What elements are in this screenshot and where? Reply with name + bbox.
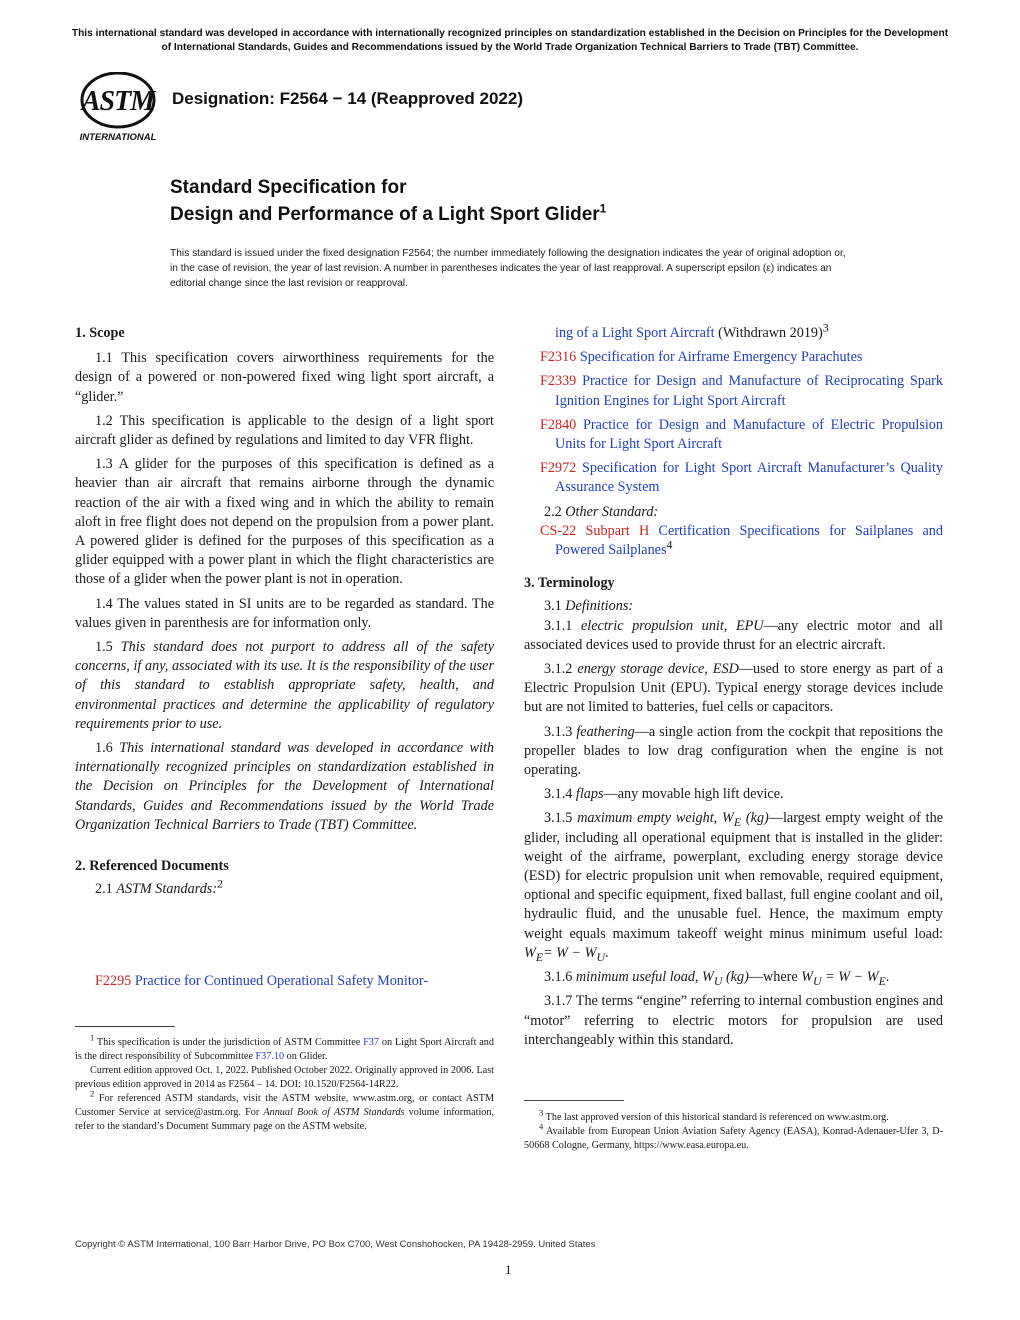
term-3-1-3-term: feathering [576, 723, 635, 740]
term-3-1-5-term: maximum empty weight, [577, 810, 718, 827]
term-3-1-5-eq-lhs-sub: E [535, 949, 544, 964]
term-3-1-6-def: —where [748, 969, 798, 986]
scope-1-6-number: 1.6 [95, 740, 113, 757]
designation: Designation: F2564 − 14 (Reapproved 2022) [172, 89, 523, 108]
footnote-2-italic: Annual Book of ASTM Standards [263, 1107, 405, 1118]
refs-2-1-text: ASTM Standards: [116, 881, 218, 898]
term-3-1-5-def: —largest empty weight of the glider, including all operational equipment that is installed in the glider: weight of the airframe, powerplant, excluding energy storage device (ESD) for electric propulsion unit when removable, required equipment, optional and specific equipment, fixed ballast, full engine coolant and oil, hydraulic fluid, and the unusable fuel. Hence, the maximum empty weight equals maximum takeoff weight minus minimum useful load: [524, 810, 943, 942]
ref-f2316-title[interactable]: Specification for Airframe Emergency Parachutes [579, 349, 863, 366]
term-3-1-6-eq-sub: E [878, 973, 886, 988]
footnote-1-text-b: on Light Sport Aircraft and is the direct responsibility of Subcommittee [75, 1037, 494, 1062]
title-line-2: Design and Performance of a Light Sport Glider [170, 204, 600, 225]
wto-notice: This international standard was developed in accordance with internationally recognized principles on standardization established in the Decision on Principles for the Development of International Standards, Guides and Recommendations issued by the World Trade Organization Technical Barriers to Trade (TBT) Committee. [71, 28, 949, 53]
footnote-4 [524, 1121, 943, 1153]
terminology-heading: 3. Terminology [524, 575, 615, 592]
term-3-1-4 [524, 785, 943, 804]
ref-cs22[interactable] [524, 522, 943, 560]
term-3-1-1-term: electric propulsion unit, EPU [581, 617, 764, 634]
ref-cs22-sup: 4 [666, 537, 673, 552]
term-3-1-6-subscript: U [713, 973, 723, 988]
term-3-1-2-def: —used to store energy as part of a Electric Propulsion Unit (EPU). Typical energy storage devices include but are not limited to batteries, fuel cells or capacitors. [524, 661, 943, 716]
svg-text:ASTM: ASTM [81, 86, 155, 117]
footnote-3-text: The last approved version of this historical standard is referenced on www.astm.org. [545, 1112, 889, 1123]
footnote-4-mark: 4 [539, 1121, 544, 1132]
ref-cs22-title[interactable]: Certification Specifications for Sailplanes and Powered Sailplanes [555, 522, 943, 559]
ref-f2840-code[interactable]: F2840 [540, 416, 577, 433]
term-3-1-number: 3.1 [544, 598, 562, 615]
refs-2-2-text: Other Standard: [565, 503, 659, 520]
copyright-footer: Copyright © ASTM International, 100 Barr Harbor Drive, PO Box C700, West Conshohocken, PA 19428-2959. United States [75, 1239, 596, 1250]
term-3-1-1 [524, 617, 943, 655]
term-3-1-6-number: 3.1.6 [544, 969, 573, 986]
footnote-3 [524, 1107, 943, 1125]
ref-f2840-title[interactable]: Practice for Design and Manufacture of Electric Propulsion Units for Light Sport Aircraft [555, 416, 943, 453]
footnote-1 [75, 1032, 494, 1064]
term-3-1-5-symbol: W [722, 810, 734, 827]
term-3-1-5: 3.1.5 maximum empty weight, $W_E$ (kg)—largest empty weight of the glider, including all operational equipment that is installed in the glider: weight of the airframe, powerplant, excluding energy storage device (ESD) for electric propulsion unit when removable, required equipment, optional and specific equipment, fixed ballast, full engine coolant and oil, hydraulic fluid, and the unusable fuel. Hence, the maximum empty weight equals maximum takeoff weight minus minimum useful load: $W_E= W - W_U$. [524, 810, 943, 964]
term-3-1-3-number: 3.1.3 [544, 723, 573, 740]
footnote-1-text-a: This specification is under the jurisdiction of ASTM Committee [96, 1037, 361, 1048]
footnote-2 [75, 1088, 495, 1134]
term-3-1-5-eq: = W − W [543, 944, 597, 961]
ref-f2972[interactable] [524, 459, 943, 497]
term-3-1-6: 3.1.6 minimum useful load, $W_U$ (kg)—where $W_U = W - W_E$. [544, 969, 890, 988]
term-3-1-5-number: 3.1.5 [544, 810, 573, 827]
ref-f2295-title-start[interactable]: Practice for Continued Operational Safety Monitor- [134, 973, 429, 989]
footnote-rule-right [524, 1100, 624, 1101]
ref-f2295-part1[interactable] [75, 972, 494, 991]
ref-f2295-title-end[interactable]: ing of a Light Sport Aircraft [555, 325, 715, 341]
scope-1-2: 1.2 This specification is applicable to the design of a light sport aircraft glider as defined by regulations and limited to day VFR flight. [75, 412, 494, 449]
ref-cs22-subpart[interactable]: Subpart H [585, 522, 650, 539]
subcommittee-f37-10-link[interactable]: F37.10 [255, 1051, 285, 1062]
term-3-1-3-def: —a single action from the cockpit that repositions the propeller blades to low drag configuration when the engine is not operating. [524, 723, 943, 779]
footnote-2-text-a: For referenced ASTM standards, visit the ASTM website, www.astm.org, or contact ASTM Customer Service at service@astm.org. For [75, 1093, 494, 1118]
scope-heading: 1. Scope [75, 325, 125, 341]
term-3-1-6-symbol: W [702, 969, 714, 986]
footnote-4-text: Available from European Union Aviation Safety Agency (EASA), Konrad-Adenauer-Ufer 3, D-50668 Cologne, Germany, https://www.easa.europa.eu. [524, 1126, 943, 1151]
ref-cs22-code[interactable]: CS-22 [540, 522, 577, 539]
ref-f2339-code[interactable]: F2339 [540, 373, 577, 390]
committee-f37-link[interactable]: F37 [363, 1037, 379, 1048]
term-3-1-4-def: —any movable high lift device. [603, 786, 784, 803]
title-line-1: Standard Specification for [170, 177, 407, 198]
ref-f2972-code[interactable]: F2972 [540, 460, 577, 477]
term-3-1-1-def: —any electric motor and all associated devices used to provide thrust for an electric aircraft. [524, 617, 944, 653]
footnotes-right [524, 1107, 943, 1153]
scope-1-1: 1.1 This specification covers airworthiness requirements for the design of a powered or non-powered fixed wing light sport aircraft, a “glider.” [75, 350, 494, 405]
term-3-1-6-eq-lhs-sub: U [813, 973, 822, 988]
refs-2-1-number: 2.1 [95, 881, 113, 898]
term-3-1-5-subscript: E [733, 815, 742, 830]
term-3-1-4-term: flaps [575, 786, 604, 803]
term-3-1 [524, 597, 943, 616]
footnote-2-mark: 2 [90, 1088, 95, 1099]
term-3-1-6-eq-lhs: W [801, 969, 814, 986]
footnote-rule-left [75, 1026, 175, 1027]
refs-2-1 [75, 876, 494, 899]
term-3-1-6-eq: = W − W [825, 969, 879, 986]
term-3-1-6-unit: (kg) [725, 969, 749, 986]
footnote-1-edition: Current edition approved Oct. 1, 2022. Published October 2022. Originally approved in 2006. Last previous edition approved in 2014 as F2564 – 14. DOI: 10.1520/F2564-14R22. [75, 1065, 494, 1090]
ref-f2339-title[interactable]: Practice for Design and Manufacture of Reciprocating Spark Ignition Engines for Light Sport Aircraft [555, 373, 943, 409]
refs-2-2 [524, 503, 943, 522]
term-3-1-2-number: 3.1.2 [544, 661, 573, 678]
term-3-1-3 [524, 723, 943, 781]
ref-f2295-code[interactable]: F2295 [95, 973, 132, 989]
ref-f2972-title[interactable]: Specification for Light Sport Aircraft Manufacturer’s Quality Assurance System [555, 460, 944, 496]
ref-f2840[interactable] [524, 416, 943, 454]
refs-2-2-number: 2.2 [544, 503, 562, 520]
term-3-1-2-term: energy storage device, ESD [577, 661, 739, 678]
term-3-1-5-unit: (kg) [745, 810, 769, 827]
scope-1-3: 1.3 A glider for the purposes of this specification is defined as a heavier than air aircraft that remains airborne through the dynamic reaction of the air with a fixed wing and in which the ability to remain aloft in free flight does not depend on the propulsion from a power plant. A powered glider is defined for the purposes of this specification as a glider equipped with a power plant in which the flight characteristics are those of a glider when the power plant is not in operation. [75, 456, 494, 588]
term-3-1-5-eq-sub: U [596, 949, 606, 964]
term-3-1-2 [524, 660, 943, 718]
refs-heading: 2. Referenced Documents [75, 858, 229, 875]
footnote-1-mark: 1 [90, 1032, 95, 1043]
page-number: 1 [505, 1262, 512, 1277]
issue-note: This standard is issued under the fixed designation F2564; the number immediately following the designation indicates the year of original adoption or, in the case of revision, the year of last revision. A number in parentheses indicates the year of last reapproval. A superscript epsilon (ε) indicates an editorial change since the last revision or reapproval. [170, 248, 846, 289]
scope-1-4: 1.4 The values stated in SI units are to be regarded as standard. The values given in parenthesis are for information only. [75, 595, 494, 631]
ref-f2339[interactable] [524, 372, 943, 410]
title-footnote-mark: 1 [599, 201, 607, 216]
scope-1-5-text: This standard does not purport to address all of the safety concerns, if any, associated with its use. It is the responsibility of the user of this standard to establish appropriate safety, health, and environmental practices and determine the applicability of regulatory requirements prior to use. [75, 639, 494, 732]
scope-1-6-text: This international standard was developed in accordance with internationally recognized principles on standardization established in the Decision on Principles for the Development of International Standards, Guides and Recommendations issued by the World Trade Organization Technical Barriers to Trade (TBT) Committee. [75, 740, 494, 833]
ref-f2316[interactable] [524, 348, 943, 367]
left-column [75, 324, 494, 899]
ref-f2295-sup: 3 [822, 320, 829, 335]
footnote-2-text-b: volume information, refer to the standard’s Document Summary page on the ASTM website. [75, 1107, 495, 1132]
term-3-1-5-eq-lhs: W [524, 944, 536, 961]
scope-1-5 [75, 638, 494, 734]
refs-2-1-sup: 2 [217, 876, 223, 891]
term-3-1-7: 3.1.7 The terms “engine” referring to internal combustion engines and “motor” referring to electric motors for propulsion are used interchangeably within this standard. [524, 993, 943, 1048]
ref-f2316-code[interactable]: F2316 [540, 349, 577, 366]
footnote-1-text-c: on Glider. [286, 1051, 328, 1062]
term-3-1-text: Definitions: [565, 598, 634, 615]
term-3-1-6-term: minimum useful load, [575, 969, 699, 986]
astm-logo-graphic [72, 72, 164, 144]
term-3-1-4-number: 3.1.4 [544, 786, 573, 803]
scope-1-6 [75, 739, 494, 835]
footnotes-left [75, 1032, 495, 1134]
right-column [524, 320, 944, 1055]
term-3-1-1-number: 3.1.1 [544, 617, 573, 634]
document-title [170, 174, 606, 228]
ref-f2295-note: (Withdrawn 2019) [718, 325, 823, 341]
footnote-3-mark: 3 [539, 1107, 544, 1118]
astm-logo [72, 72, 164, 144]
svg-text:INTERNATIONAL: INTERNATIONAL [79, 132, 157, 143]
ref-f2295-part2[interactable] [524, 320, 943, 343]
scope-1-5-number: 1.5 [95, 639, 113, 656]
